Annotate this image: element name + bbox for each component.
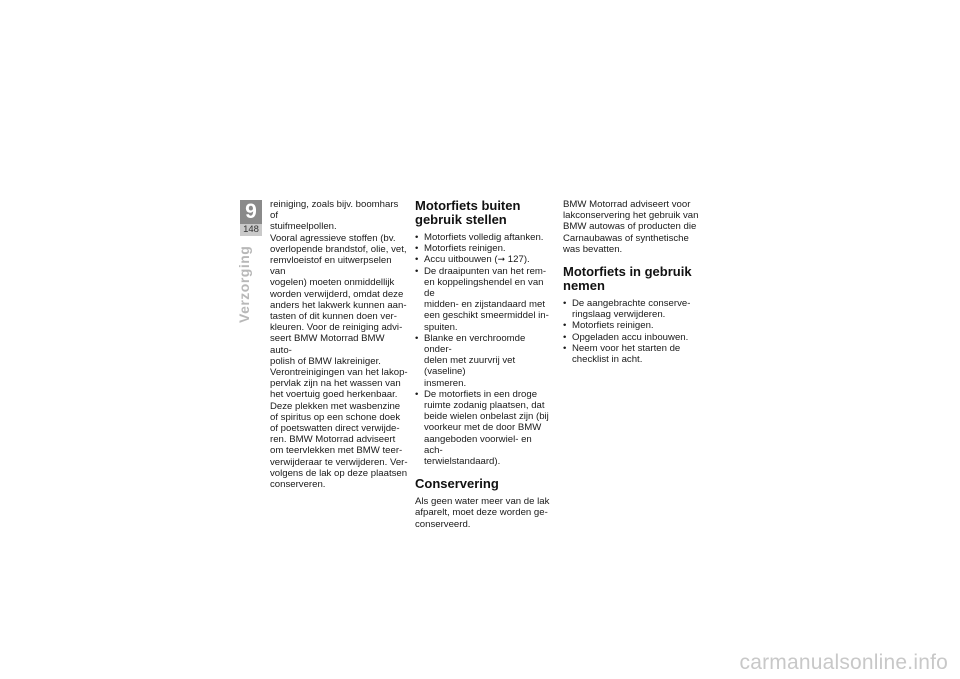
text-line: aangeboden voorwiel- en ach- xyxy=(424,433,532,456)
paragraph-conservation xyxy=(415,496,553,530)
text-line: terwielstandaard). xyxy=(424,456,501,468)
text-line: overlopende brandstof, olie, vet, xyxy=(270,243,407,255)
heading-recommission xyxy=(563,265,701,293)
text-line: anders het lakwerk kunnen aan- xyxy=(270,299,407,311)
page-number: 148 xyxy=(240,224,262,236)
text-line: Verontreinigingen van het lakop- xyxy=(270,367,408,379)
text-line: insmeren. xyxy=(424,377,467,389)
text-line: pervlak zijn na het wassen van xyxy=(270,378,401,390)
arrow-right-icon: ➞ xyxy=(497,254,506,265)
heading-decommission xyxy=(415,199,553,227)
text-line: Neem voor het starten de xyxy=(572,342,681,354)
text-line: De aangebrachte conserve- xyxy=(572,298,691,310)
paragraph-wax-advice xyxy=(563,199,701,255)
heading-conservation: Conservering xyxy=(415,476,499,492)
text-line: Deze plekken met wasbenzine xyxy=(270,400,401,412)
recommission-list xyxy=(563,298,701,365)
text-line: delen met zuurvrij vet (vaseline) xyxy=(424,355,516,378)
list-item xyxy=(563,332,701,343)
text-line: ringslaag verwijderen. xyxy=(572,309,666,321)
text-line: Motorfiets reinigen. xyxy=(572,320,654,332)
text-line: en koppelingshendel en van de xyxy=(424,276,544,300)
list-item xyxy=(415,333,553,389)
list-item xyxy=(563,343,701,365)
text-line: om teervlekken met BMW teer- xyxy=(270,445,403,457)
text-line: seert BMW Motorrad BMW auto- xyxy=(270,333,385,356)
text-line: remvloeistof en uitwerpselen van xyxy=(270,255,392,278)
heading-line: Motorfiets in gebruik xyxy=(563,264,692,280)
list-item xyxy=(415,232,553,243)
text-line: Motorfiets volledig aftanken. xyxy=(424,232,544,243)
text-line: Motorfiets reinigen. xyxy=(424,243,506,255)
column-1 xyxy=(270,199,408,490)
text-line: reiniging, zoals bijv. boomhars of xyxy=(270,199,399,222)
text-line: verwijderaar te verwijderen. Ver- xyxy=(270,456,408,468)
text-line: BMW Motorrad adviseert voor xyxy=(563,199,691,210)
text-line: ruimte zodanig plaatsen, dat xyxy=(424,400,545,412)
text-line: Opgeladen accu inbouwen. xyxy=(572,331,689,343)
text-line: voorkeur met de door BMW xyxy=(424,422,542,434)
list-item xyxy=(415,243,553,254)
text-line: stuifmeelpollen. xyxy=(270,221,337,233)
heading-line: nemen xyxy=(563,278,605,294)
heading-line: Motorfiets buiten xyxy=(415,198,521,213)
page-reference: 127). xyxy=(505,254,530,266)
text-line: Als geen water meer van de lak xyxy=(415,496,550,508)
text-line: lakconservering het gebruik van xyxy=(563,210,699,222)
text-line: of spiritus op een schone doek xyxy=(270,411,401,423)
text-line: Vooral agressieve stoffen (bv. xyxy=(270,232,396,244)
decommission-list xyxy=(415,232,553,467)
text-line: polish of BMW lakreiniger. xyxy=(270,355,381,367)
list-item xyxy=(415,389,553,467)
text-line: tasten of dit kunnen doen ver- xyxy=(270,311,397,323)
text-line: Blanke en verchroomde onder- xyxy=(424,332,526,356)
text-line: volgens de lak op deze plaatsen xyxy=(270,467,408,479)
text-line: vogelen) moeten onmiddellijk xyxy=(270,277,395,289)
text-line: beide wielen onbelast zijn (bij xyxy=(424,411,549,423)
list-item xyxy=(563,298,701,320)
paragraph-cleaning xyxy=(270,199,408,490)
column-3 xyxy=(563,199,701,365)
chapter-tab xyxy=(240,200,262,236)
text-line: checklist in acht. xyxy=(572,354,643,366)
text-line: spuiten. xyxy=(424,321,458,333)
text-line: conserveren. xyxy=(270,479,326,491)
watermark: carmanualsonline.info xyxy=(739,651,948,674)
text-line: Carnaubawas of synthetische xyxy=(563,232,689,244)
column-2 xyxy=(415,199,553,530)
text-line: was bevatten. xyxy=(563,243,623,255)
list-item xyxy=(563,320,701,331)
text-line: kleuren. Voor de reiniging advi- xyxy=(270,322,403,334)
list-item xyxy=(415,266,553,333)
text-line: afparelt, moet deze worden ge- xyxy=(415,507,548,519)
text-line: Accu uitbouwen ( xyxy=(424,254,498,266)
text-line: het voertuig goed herkenbaar. xyxy=(270,389,398,401)
text-line: BMW autowas of producten die xyxy=(563,221,697,233)
text-line: worden verwijderd, omdat deze xyxy=(270,288,404,300)
text-line: ren. BMW Motorrad adviseert xyxy=(270,434,396,446)
chapter-number: 9 xyxy=(240,200,262,224)
chapter-side-label: Verzorging xyxy=(236,246,252,324)
text-line: De draaipunten van het rem- xyxy=(424,265,547,277)
list-item xyxy=(415,254,553,265)
text-line: een geschikt smeermiddel in- xyxy=(424,310,549,322)
text-line: De motorfiets in een droge xyxy=(424,388,538,400)
text-line: midden- en zijstandaard met xyxy=(424,299,546,311)
heading-line: gebruik stellen xyxy=(415,212,507,227)
text-line: conserveerd. xyxy=(415,518,471,530)
text-line: of poetswatten direct verwijde- xyxy=(270,423,400,435)
